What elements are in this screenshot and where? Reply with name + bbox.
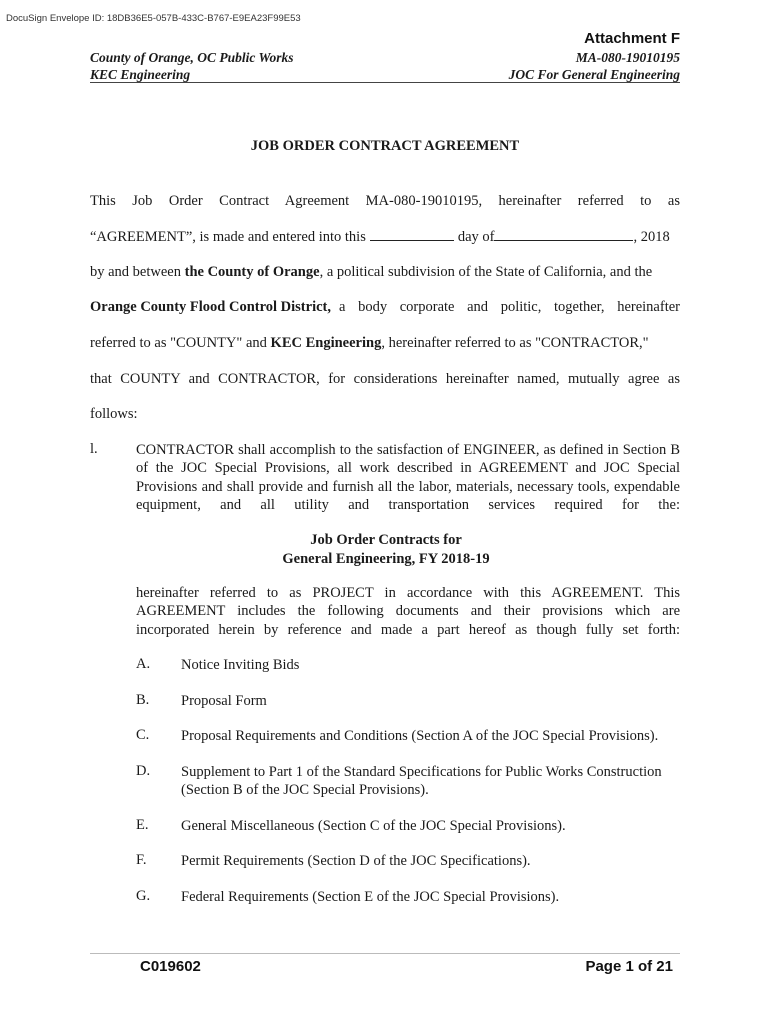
list-item-letter: F. <box>136 852 147 868</box>
docusign-envelope-id: DocuSign Envelope ID: 18DB36E5-057B-433C-B767-E9EA23F99E53 <box>6 13 301 24</box>
section-1-text: CONTRACTOR shall accomplish to the satisfaction of ENGINEER, as defined in Section B of the JOC Special Provisions, all work described in AGREEMENT and JOC Special Provisions and shall provide and furnish all the labor, materials, necessary tools, expendable equipment, and all utility and transportation services required for the: <box>136 442 680 513</box>
list-item-letter: A. <box>136 656 151 672</box>
list-item-letter: E. <box>136 817 149 833</box>
header-contract-number: MA-080-19010195 <box>575 50 680 65</box>
intro-line-7: follows: <box>90 406 138 422</box>
header-contractor: KEC Engineering <box>90 67 191 82</box>
header-divider <box>90 82 680 83</box>
intro-line-5 <box>90 334 680 352</box>
intro-line-2 <box>90 228 680 246</box>
section-number: l. <box>90 441 98 457</box>
footer-code: C019602 <box>140 958 201 975</box>
list-item-letter: D. <box>136 763 151 779</box>
intro-line-3 <box>90 263 680 281</box>
list-item-letter: C. <box>136 727 150 743</box>
intro-referred-contractor: , hereinafter referred to as "CONTRACTOR," <box>381 335 649 351</box>
header-contract-type: JOC For General Engineering <box>508 67 680 82</box>
list-item-text: Proposal Form <box>181 693 267 709</box>
list-item-text: Notice Inviting Bids <box>181 657 300 673</box>
intro-made-text: “AGREEMENT”, is made and entered into this <box>90 229 366 245</box>
section-1-after-text: hereinafter referred to as PROJECT in accordance with this AGREEMENT. This AGREEMENT includes the following documents and their provisions which are incorporated herein by reference and made a part hereof as though fully set forth: <box>136 585 680 638</box>
intro-county-desc: , a political subdivision of the State of California, and the <box>319 264 653 280</box>
list-item-text: Supplement to Part 1 of the Standard Specifications for Public Works Construction (Section B of the JOC Special Provisions). <box>181 764 662 799</box>
attachment-label: Attachment F <box>584 30 680 47</box>
party-contractor: KEC Engineering <box>270 335 382 351</box>
intro-line-4 <box>90 298 680 316</box>
project-title-line-1: Job Order Contracts for <box>310 532 462 548</box>
party-flood-district: Orange County Flood Control District, <box>90 299 331 315</box>
list-item-text: Permit Requirements (Section D of the JOC Specifications). <box>181 853 531 869</box>
day-blank[interactable] <box>370 228 454 241</box>
list-item-text: Proposal Requirements and Conditions (Section A of the JOC Special Provisions). <box>181 728 659 744</box>
footer-divider <box>90 953 680 954</box>
intro-by-between: by and between <box>90 264 181 280</box>
list-item-text: Federal Requirements (Section E of the JOC Special Provisions). <box>181 889 560 905</box>
project-title-line-2: General Engineering, FY 2018-19 <box>282 550 490 567</box>
intro-year: , 2018 <box>633 229 670 245</box>
intro-line-6: that COUNTY and CONTRACTOR, for considerations hereinafter named, mutually agree as <box>90 371 680 387</box>
header-right <box>509 49 680 83</box>
intro-referred-county: referred to as "COUNTY" and <box>90 335 267 351</box>
document-title: JOB ORDER CONTRACT AGREEMENT <box>250 138 520 154</box>
month-blank[interactable] <box>494 228 633 241</box>
project-title <box>136 531 636 568</box>
list-item-text: General Miscellaneous (Section C of the JOC Special Provisions). <box>181 818 566 834</box>
intro-line-1: This Job Order Contract Agreement MA-080-19010195, hereinafter referred to as <box>90 193 680 209</box>
list-item-letter: B. <box>136 692 150 708</box>
header-left <box>90 49 294 83</box>
list-item-letter: G. <box>136 888 151 904</box>
page-number: Page 1 of 21 <box>585 958 673 975</box>
header-county: County of Orange, OC Public Works <box>90 50 294 65</box>
intro-body-corporate: a body corporate and politic, together, hereinafter <box>339 299 680 315</box>
party-county: the County of Orange <box>184 264 320 280</box>
intro-day-of: day of <box>457 229 495 245</box>
